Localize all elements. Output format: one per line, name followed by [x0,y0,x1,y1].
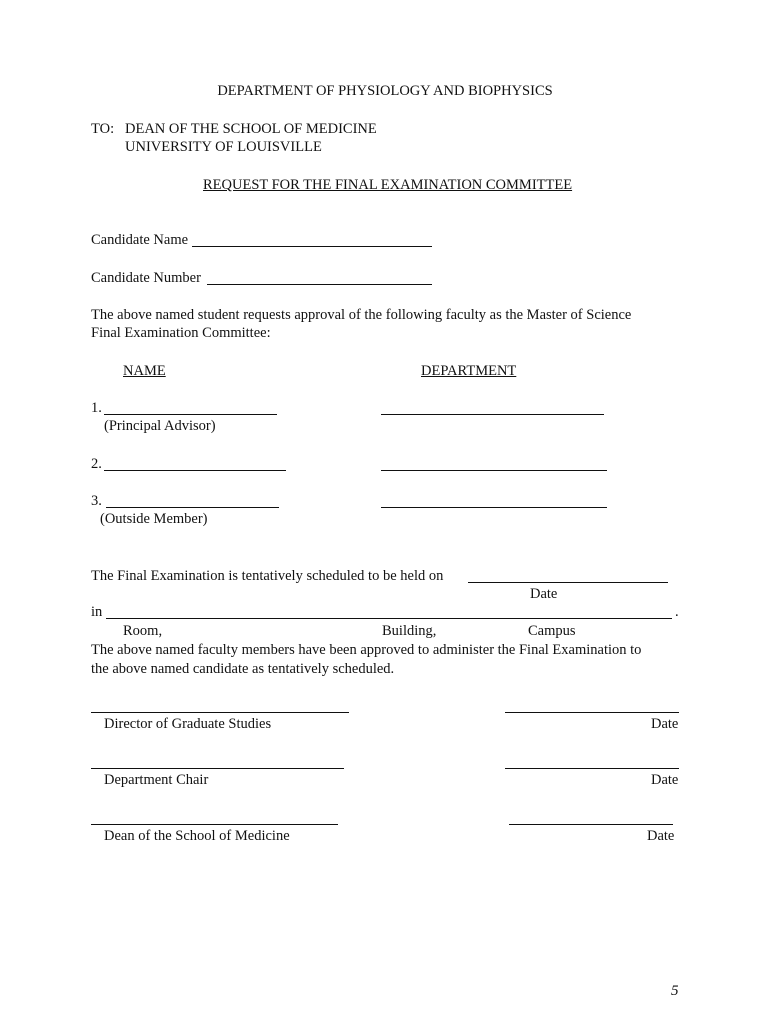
member-1-number: 1. [91,400,102,416]
director-date-line[interactable] [505,712,679,713]
dean-signature-line[interactable] [91,824,338,825]
candidate-number-field[interactable] [207,284,432,285]
request-text-line1: The above named student requests approval of the following faculty as the Master of Science [91,307,632,323]
member-3-department-field[interactable] [381,507,607,508]
exam-location-field[interactable] [106,618,672,619]
dean-date-line[interactable] [509,824,673,825]
chair-signature-title: Department Chair [104,772,209,788]
department-heading: DEPARTMENT OF PHYSIOLOGY AND BIOPHYSICS [217,83,553,99]
member-3-role: (Outside Member) [100,511,208,527]
schedule-text: The Final Examination is tentatively scheduled to be held on [91,568,444,584]
to-recipient-line1: DEAN OF THE SCHOOL OF MEDICINE [125,121,377,137]
exam-date-field[interactable] [468,582,668,583]
director-signature-title: Director of Graduate Studies [104,716,272,732]
to-recipient-line2: UNIVERSITY OF LOUISVILLE [125,139,322,155]
director-signature-line[interactable] [91,712,349,713]
member-1-department-field[interactable] [381,414,604,415]
room-caption: Room, [123,623,163,639]
candidate-number-label: Candidate Number [91,270,201,286]
member-3-number: 3. [91,493,102,509]
dean-signature-title: Dean of the School of Medicine [104,828,290,844]
approval-text-line1: The above named faculty members have been approved to administer the Final Examination to [91,642,642,658]
candidate-name-field[interactable] [192,246,432,247]
approval-text-line2: the above named candidate as tentatively scheduled. [91,661,395,677]
chair-date-line[interactable] [505,768,679,769]
department-column-header: DEPARTMENT [421,363,517,379]
dean-date-label: Date [647,828,675,844]
page-number: 5 [671,983,679,999]
member-1-role: (Principal Advisor) [104,418,216,434]
director-date-label: Date [651,716,679,732]
building-caption: Building, [382,623,437,639]
name-column-header: NAME [123,363,166,379]
in-label: in [91,604,103,620]
request-text-line2: Final Examination Committee: [91,325,271,341]
form-title: REQUEST FOR THE FINAL EXAMINATION COMMITTEE [203,177,573,193]
member-2-department-field[interactable] [381,470,607,471]
date-caption: Date [530,586,558,602]
location-period: . [675,604,679,620]
member-2-number: 2. [91,456,102,472]
member-2-name-field[interactable] [104,470,286,471]
member-1-name-field[interactable] [104,414,277,415]
to-prefix: TO: [91,121,115,137]
chair-signature-line[interactable] [91,768,344,769]
campus-caption: Campus [528,623,576,639]
candidate-name-label: Candidate Name [91,232,189,248]
chair-date-label: Date [651,772,679,788]
member-3-name-field[interactable] [106,507,279,508]
